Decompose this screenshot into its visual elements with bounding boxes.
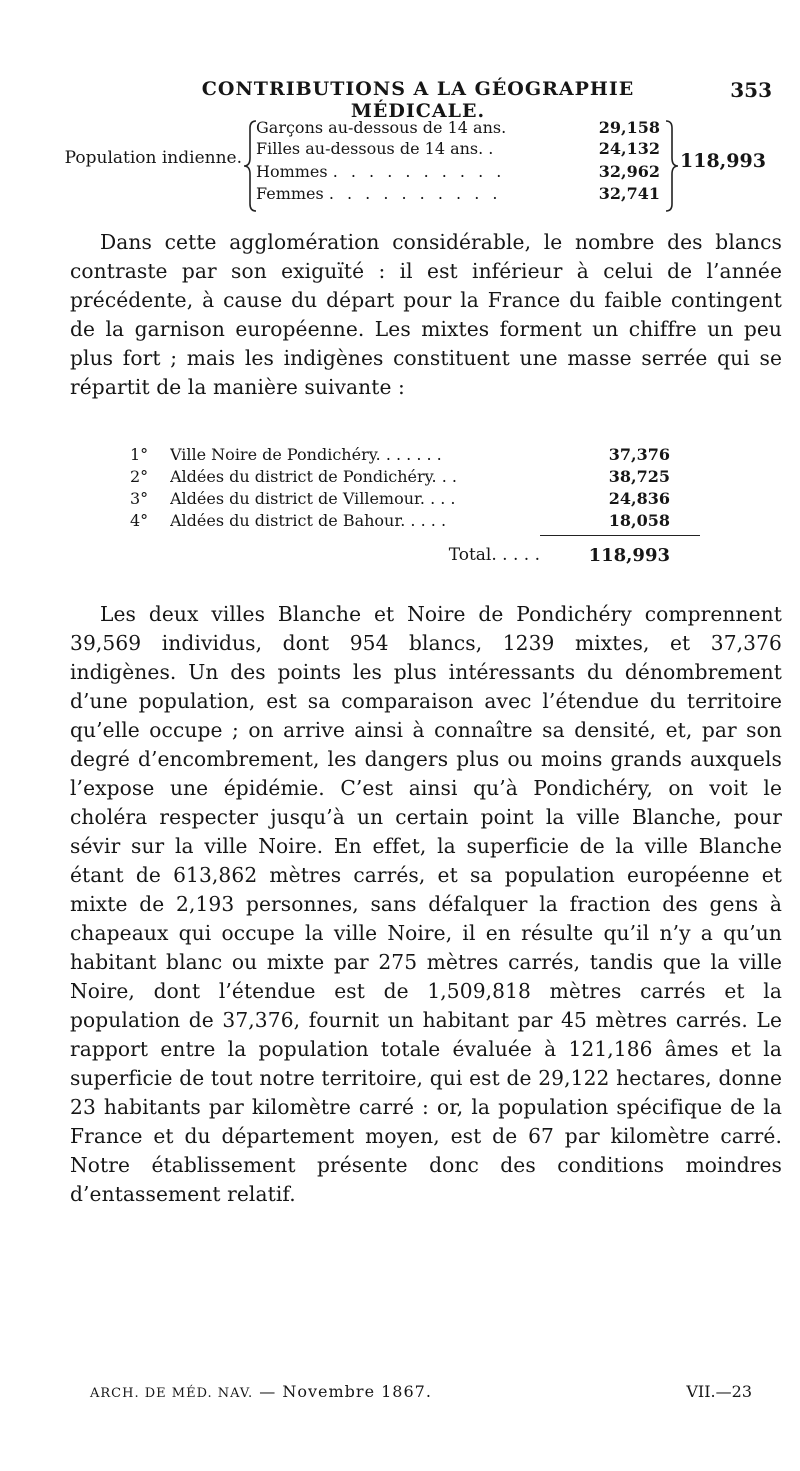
population-row-value: 29,158 <box>598 118 660 137</box>
footer-separator: — <box>259 1382 277 1401</box>
population-row-label: Hommes <box>256 162 328 181</box>
district-row-value: 37,376 <box>608 445 670 464</box>
page-number: 353 <box>730 78 772 102</box>
population-group-label: Population indienne. <box>64 148 242 168</box>
population-row-label: Filles au-dessous de 14 ans. . <box>256 139 494 158</box>
district-row-value: 24,836 <box>608 489 670 508</box>
district-total-label: Total. . . . . <box>448 545 540 565</box>
district-row-label: Aldées du district de Pondichéry. . . <box>170 467 457 486</box>
population-row-value: 32,962 <box>598 162 660 181</box>
district-total-row <box>130 545 670 571</box>
district-row <box>130 511 700 533</box>
leader-dots: . . . . . . . . . . <box>332 162 506 181</box>
footer-signature: VII.—23 <box>686 1382 752 1401</box>
district-row-number: 2° <box>130 467 149 486</box>
district-row-number: 1° <box>130 445 149 464</box>
district-row-number: 4° <box>130 511 149 530</box>
page-footer <box>90 1382 790 1408</box>
district-row <box>130 445 700 467</box>
population-row <box>256 139 591 161</box>
district-row <box>130 489 700 511</box>
district-row-number: 3° <box>130 489 149 508</box>
district-row-label: Aldées du district de Villemour. . . . <box>170 489 456 508</box>
population-row-value: 24,132 <box>598 139 660 158</box>
population-row <box>256 162 591 184</box>
district-row-label: Ville Noire de Pondichéry. . . . . . . <box>170 445 442 464</box>
paragraph-intro: Dans cette agglomération considérable, le nombre des blancs contraste par son exiguïté : il est inférieur à celui de l’année précédente, à cause du départ pour la France du faible contingent de la garnison européenne. Les mixtes forment un chiffre un peu plus fort ; mais les indigènes constituent une masse serrée qui se répartit de la manière suivante : <box>70 230 782 399</box>
district-row-value: 18,058 <box>608 511 670 530</box>
population-row-value: 32,741 <box>598 184 660 203</box>
leader-dots: . . . . . . . . . . <box>328 184 502 203</box>
district-total-value: 118,993 <box>588 545 670 566</box>
population-row-label: Garçons au-dessous de 14 ans. <box>256 118 507 137</box>
footer-journal: ARCH. DE MÉD. NAV. <box>90 1386 254 1401</box>
running-title: CONTRIBUTIONS A LA GÉOGRAPHIE MÉDICALE. <box>201 78 635 122</box>
right-brace-icon <box>664 120 680 212</box>
district-row-label: Aldées du district de Bahour. . . . . <box>170 511 447 530</box>
paragraph-density: Les deux villes Blanche et Noire de Pondichéry comprennent 39,569 individus, dont 954 blancs, 1239 mixtes, et 37,376 indigènes. Un des points les plus intéressants du dénombrement d’une population, est sa comparaison avec l’étendue du territoire qu’elle occupe ; on arrive ainsi à connaître sa densité, et, par son degré d’encombrement, les dangers plus ou moins grands auxquels l’expose une épidémie. C’est ainsi qu’à Pondichéry, on voit le choléra respecter jusqu’à un certain point la ville Blanche, pour sévir sur la ville Noire. En effet, la superficie de la ville Blanche étant de 613,862 mètres carrés, et sa population européenne et mixte de 2,193 personnes, sans défalquer la fraction des gens à chapeaux qui occupe la ville Noire, il en résulte qu’il n’y a qu’un habitant blanc ou mixte par 275 mètres carrés, tandis que la ville Noire, dont l’étendue est de 1,509,818 mètres carrés et la population de 37,376, fournit un habitant par 45 mètres carrés. Le rapport entre la population totale évaluée à 121,186 âmes et la superficie de tout notre territoire, qui est de 29,122 hectares, donne 23 habitants par kilomètre carré : or, la population spécifique de la France et du département moyen, est de 67 par kilomètre carré. Notre établissement présente donc des conditions moindres d’entassement relatif. <box>70 602 782 1206</box>
population-row <box>256 118 591 140</box>
total-rule <box>540 535 700 536</box>
footer-citation <box>90 1382 432 1401</box>
population-row <box>256 184 591 206</box>
population-table <box>60 118 780 214</box>
footer-date: Novembre 1867. <box>282 1382 432 1401</box>
district-row <box>130 467 700 489</box>
population-total: 118,993 <box>680 150 766 172</box>
district-table <box>130 445 700 566</box>
district-row-value: 38,725 <box>608 467 670 486</box>
running-head <box>40 78 780 122</box>
population-row-label: Femmes <box>256 184 324 203</box>
